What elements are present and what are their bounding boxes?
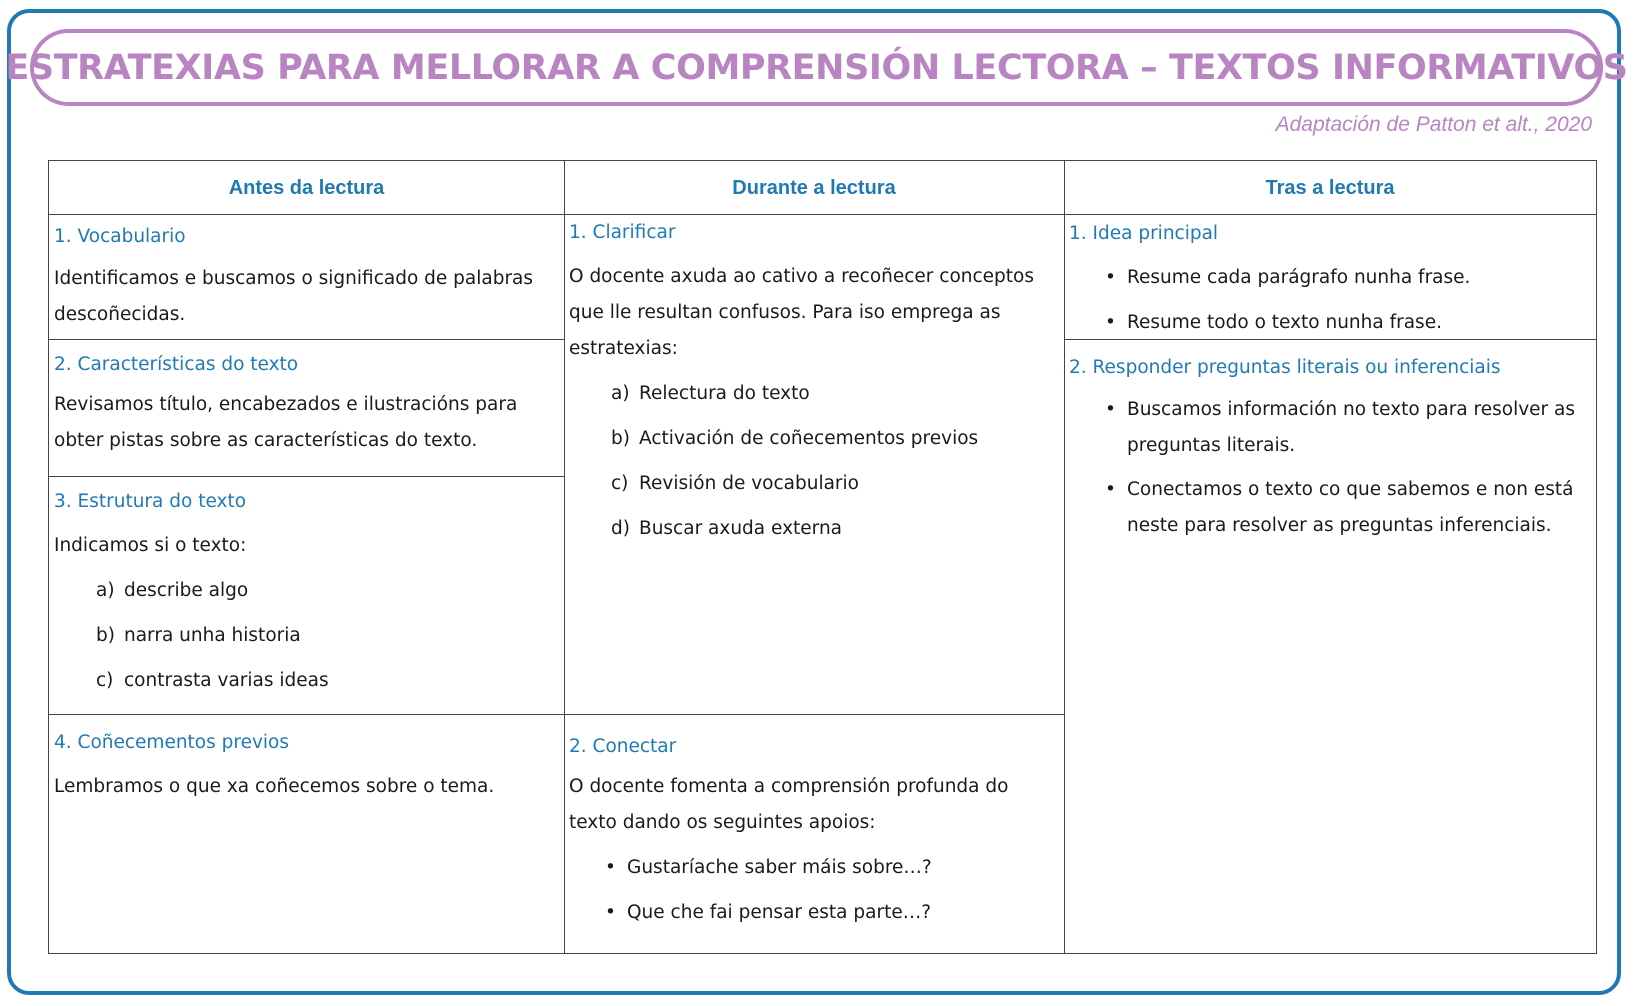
list-item: a) describe algo — [96, 580, 249, 601]
list-item: • Resume todo o texto nunha frase. — [1105, 300, 1589, 345]
durante-clarificar — [569, 215, 1061, 551]
list-item: • Gustaríache saber máis sobre…? — [605, 845, 1061, 890]
main-idea-list — [1105, 255, 1589, 345]
structure-list — [96, 568, 559, 703]
list-item: • Buscamos información no texto para resolver as preguntas literais. — [1105, 392, 1575, 464]
antes-vocabulario — [54, 217, 559, 333]
list-item: • Conectamos o texto co que sabemos e non está neste para resolver as preguntas inferenciais. — [1105, 472, 1575, 544]
title-banner — [5, 29, 1628, 106]
section-text: Revisamos título, encabezados e ilustracións para obter pistas sobre as características do texto. — [54, 394, 518, 451]
page-title: ESTRATEXIAS PARA MELLORAR A COMPRENSIÓN LECTORA – TEXTOS INFORMATIVOS — [5, 47, 1628, 88]
section-heading: 1. Vocabulario — [54, 226, 186, 247]
section-heading: 1. Clarificar — [569, 222, 676, 243]
column-header-antes: Antes da lectura — [228, 176, 385, 199]
section-heading: 2. Características do texto — [54, 354, 299, 375]
supports-list — [605, 845, 1061, 935]
section-heading: 1. Idea principal — [1069, 223, 1219, 244]
strategies-list — [611, 371, 1061, 551]
row-divider — [49, 714, 1064, 715]
section-text: Identificamos e buscamos o significado de palabras descoñecidas. — [54, 268, 534, 325]
list-item: • Que che fai pensar esta parte…? — [605, 890, 1061, 935]
list-item: b) narra unha historia — [96, 625, 301, 646]
section-text: Indicamos si o texto: — [54, 535, 247, 556]
list-item: • Resume cada parágrafo nunha frase. — [1105, 255, 1589, 300]
citation: Adaptación de Patton et alt., 2020 — [1275, 113, 1592, 136]
list-item: b) Activación de coñecementos previos — [611, 428, 979, 449]
antes-estrutura — [54, 480, 559, 703]
antes-caracteristicas — [54, 343, 559, 459]
column-divider — [1064, 161, 1065, 953]
durante-conectar — [569, 725, 1061, 935]
list-item: c) contrasta varias ideas — [96, 670, 329, 691]
column-divider — [564, 161, 565, 953]
row-divider — [49, 339, 564, 340]
list-item: a) Relectura do texto — [611, 383, 810, 404]
column-header-durante: Durante a lectura — [732, 176, 896, 199]
row-divider — [49, 476, 564, 477]
strategy-table — [48, 160, 1597, 954]
section-heading: 2. Conectar — [569, 736, 677, 757]
section-text: O docente fomenta a comprensión profunda do texto dando os seguintes apoios: — [569, 776, 1009, 833]
list-item: d) Buscar axuda externa — [611, 518, 843, 539]
section-text: O docente axuda ao cativo a recoñecer conceptos que lle resultan confusos. Para iso emprega as estratexias: — [569, 266, 1035, 359]
antes-conecementos — [54, 721, 559, 809]
section-heading: 4. Coñecementos previos — [54, 732, 290, 753]
section-heading: 2. Responder preguntas literais ou inferenciais — [1069, 357, 1501, 378]
tras-responder-preguntas — [1069, 346, 1589, 544]
tras-idea-principal — [1069, 215, 1589, 345]
list-item: c) Revisión de vocabulario — [611, 473, 859, 494]
section-heading: 3. Estrutura do texto — [54, 491, 247, 512]
questions-list — [1105, 392, 1575, 544]
column-header-tras: Tras a lectura — [1265, 176, 1395, 199]
section-text: Lembramos o que xa coñecemos sobre o tema. — [54, 776, 495, 797]
